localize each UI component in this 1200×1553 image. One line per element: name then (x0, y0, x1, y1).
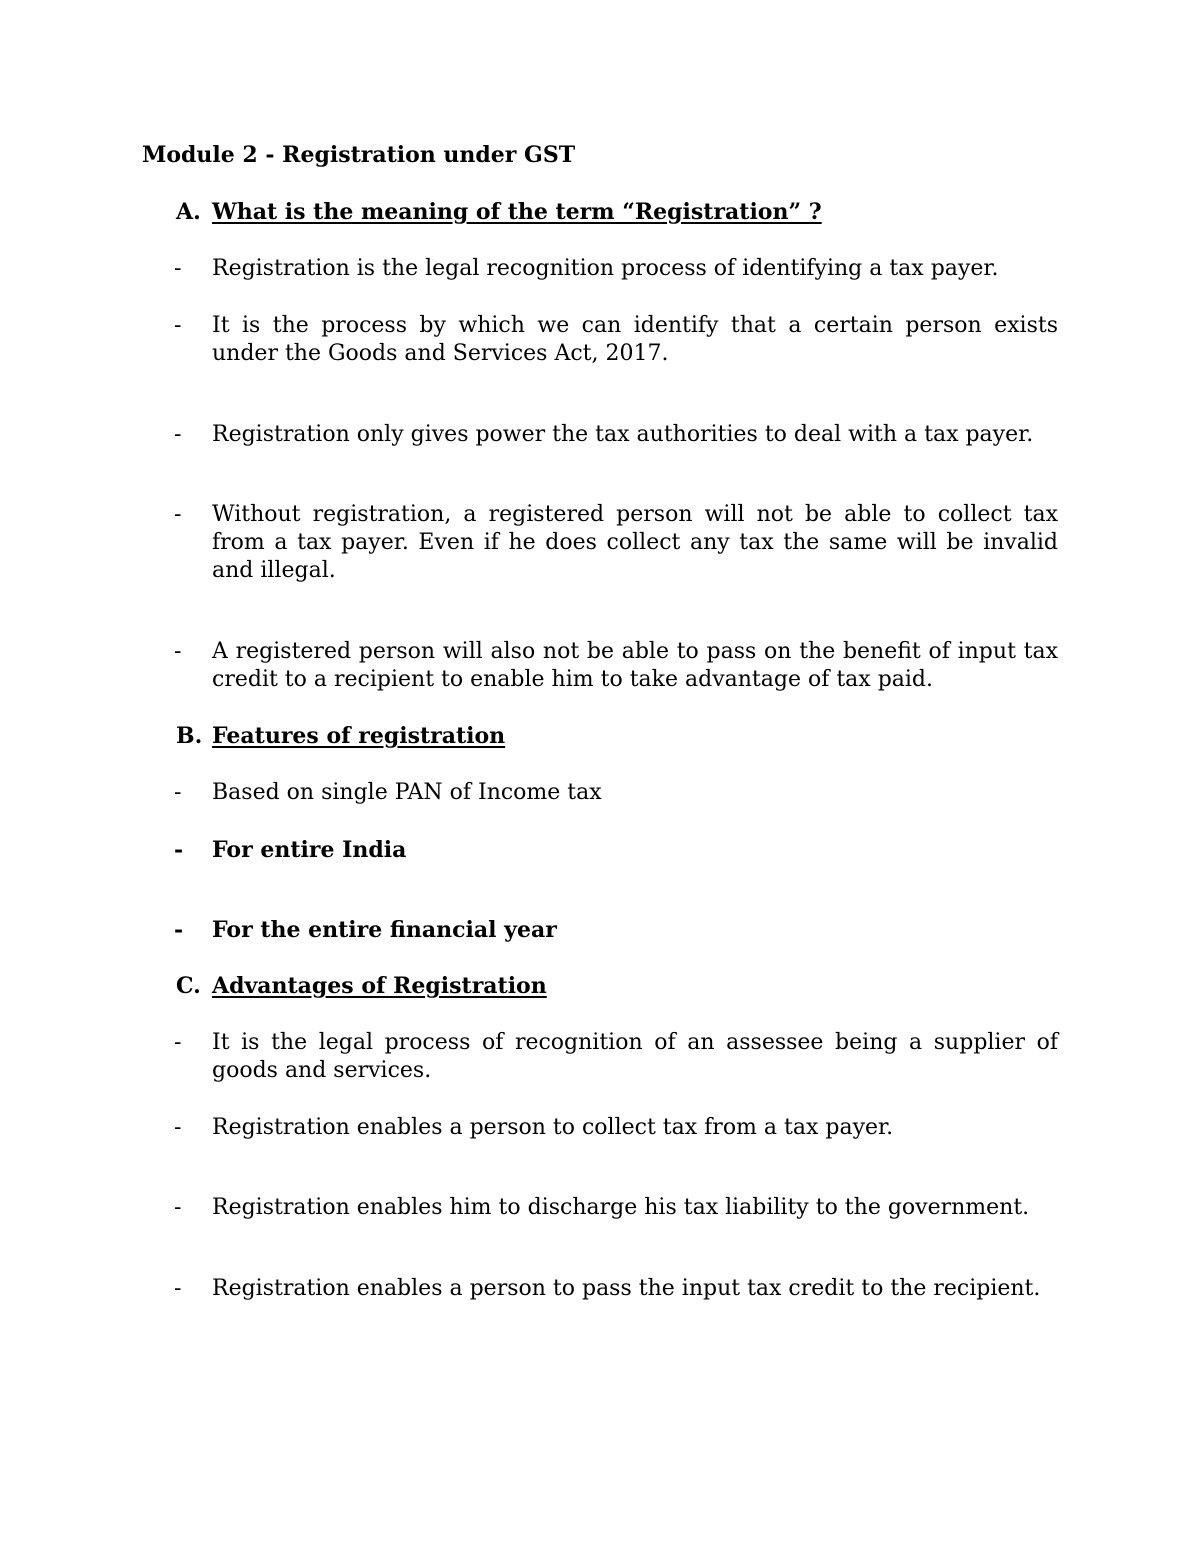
bullet-dash: - (174, 422, 182, 447)
section-heading-b (176, 722, 1056, 750)
list-item (174, 1194, 1058, 1222)
list-item (174, 1275, 1058, 1303)
list-item-text: For the entire financial year (212, 917, 557, 943)
list-item (174, 638, 1058, 694)
list-item-text: A registered person will also not be able to pass on the benefit of input tax credit to a recipient to enable him to take advantage of tax paid. (212, 639, 1058, 692)
list-item-text: It is the process by which we can identify that a certain person exists under the Goods and Services Act, 2017. (212, 313, 1058, 366)
list-item-text: For entire India (212, 837, 407, 863)
section-letter: C. (176, 973, 201, 999)
list-item (174, 501, 1058, 585)
list-item-text: Based on single PAN of Income tax (212, 780, 602, 805)
list-item-text: Registration enables him to discharge his tax liability to the government. (212, 1195, 1030, 1220)
bullet-dash: - (174, 780, 182, 805)
list-item-text: Without registration, a registered person will not be able to collect tax from a tax payer. Even if he does collect any tax the same will be invalid and illegal. (212, 502, 1058, 583)
list-item (174, 1029, 1058, 1085)
bullet-dash: - (174, 837, 184, 863)
bullet-dash: - (174, 1030, 182, 1055)
bullet-dash: - (174, 1195, 182, 1220)
section-letter: B. (176, 723, 203, 749)
list-item-text: Registration is the legal recognition process of identifying a tax payer. (212, 256, 999, 281)
list-item (174, 312, 1058, 368)
bullet-dash: - (174, 639, 182, 664)
bullet-dash: - (174, 313, 182, 338)
section-heading-text: Advantages of Registration (212, 973, 547, 999)
list-item-text: It is the legal process of recognition of an assessee being a supplier of goods and services. (212, 1030, 1058, 1083)
list-item (174, 255, 1058, 283)
bullet-dash: - (174, 1276, 182, 1301)
section-heading-text: What is the meaning of the term “Registration” ? (212, 199, 822, 225)
list-item (174, 779, 1058, 807)
bullet-dash: - (174, 256, 182, 281)
bullet-dash: - (174, 1115, 182, 1140)
section-letter: A. (176, 199, 201, 225)
bullet-dash: - (174, 502, 182, 527)
list-item (174, 1114, 1058, 1142)
list-item (174, 836, 1058, 864)
section-heading-a (176, 198, 1056, 226)
bullet-dash: - (174, 917, 184, 943)
list-item-text: Registration only gives power the tax authorities to deal with a tax payer. (212, 422, 1034, 447)
section-heading-text: Features of registration (212, 723, 506, 749)
list-item-text: Registration enables a person to collect tax from a tax payer. (212, 1115, 894, 1140)
list-item (174, 916, 1058, 944)
document-title: Module 2 - Registration under GST (142, 142, 576, 168)
list-item-text: Registration enables a person to pass the input tax credit to the recipient. (212, 1276, 1041, 1301)
section-heading-c (176, 972, 1056, 1000)
list-item (174, 421, 1058, 449)
